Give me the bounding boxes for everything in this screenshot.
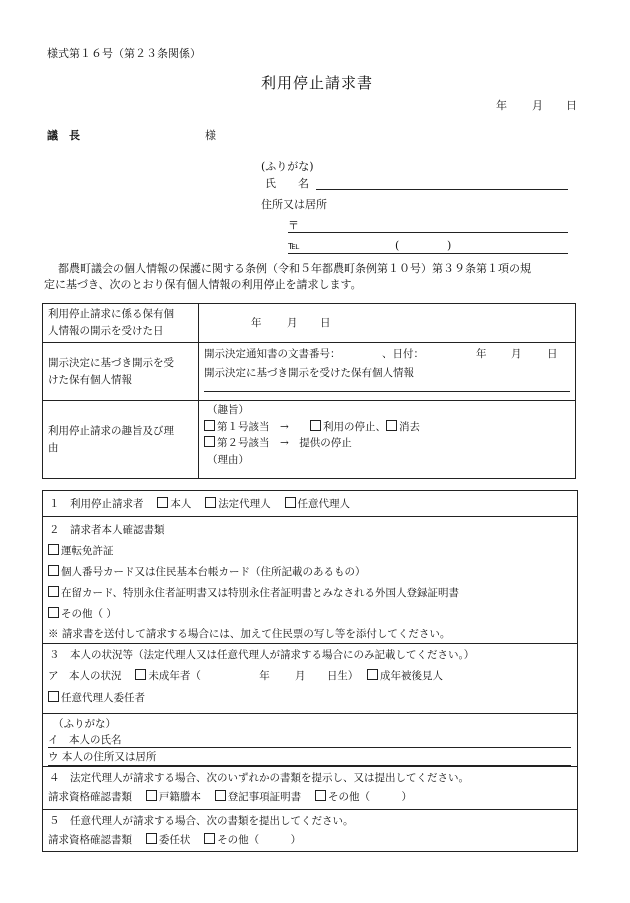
section-3-delegator: 任意代理人委任者	[43, 694, 577, 713]
checkbox[interactable]	[215, 790, 226, 801]
page-title: 利用停止請求書	[261, 74, 374, 92]
checkbox[interactable]	[48, 565, 59, 576]
checkbox[interactable]	[285, 497, 296, 508]
date-year-label: 年	[496, 99, 507, 112]
section-3-principal-identity: （ふりがな） イ 本人の氏名 ウ 本人の住所又は居所	[43, 713, 577, 766]
tel-paren-open: (	[395, 239, 400, 252]
checkbox[interactable]	[386, 420, 397, 431]
checkbox[interactable]	[48, 691, 59, 702]
checkbox[interactable]	[146, 833, 157, 844]
checkbox[interactable]	[48, 607, 59, 618]
postal-mark: 〒	[288, 219, 299, 232]
section-3-principal-status: ３ 本人の状況等（法定代理人又は任意代理人が請求する場合にのみ記載してください。） ア 本人の状況 未成年者（ 年 月 日生） 成年被後見人	[43, 643, 577, 694]
checkbox[interactable]	[146, 790, 157, 801]
checkbox[interactable]	[310, 420, 321, 431]
section-4-legal-agent-docs: ４ 法定代理人が請求する場合、次のいずれかの書類を提示し、又は提出してください。 請求資格確認書類 戸籍謄本 登記事項証明書 その他（ ）	[43, 766, 577, 809]
tel-icon: ℡	[288, 239, 300, 252]
section-5-voluntary-agent-docs: ５ 任意代理人が請求する場合、次の書類を提出してください。 請求資格確認書類 委任状 その他（ ）	[43, 809, 577, 851]
row-disclosed-info-label: 開示決定に基づき開示を受 けた保有個人情報	[43, 343, 199, 401]
checkbox[interactable]	[204, 436, 215, 447]
name-underline[interactable]	[316, 189, 568, 190]
requester-name-label: 氏 名	[265, 177, 309, 190]
addressee-recipient: 議 長	[47, 129, 80, 142]
principal-name-underline[interactable]	[48, 747, 571, 748]
document-note: ※ 請求書を送付して請求する場合には、加えて住民票の写し等を添付してください。	[48, 628, 451, 640]
requester-furigana: (ふりがな)	[261, 160, 314, 173]
intro-line-2: 定に基づき、次のとおり保有個人情報の利用停止を請求します。	[44, 278, 362, 291]
checkbox[interactable]	[135, 669, 146, 680]
row-disclosure-date-label: 利用停止請求に係る保有個 人情報の開示を受けた日	[43, 304, 199, 343]
checkbox[interactable]	[157, 497, 168, 508]
date-month-label: 月	[532, 99, 543, 112]
checkbox[interactable]	[48, 544, 59, 555]
checkbox[interactable]	[367, 669, 378, 680]
requester-address-label: 住所又は居所	[261, 198, 327, 211]
postal-underline[interactable]	[288, 232, 568, 233]
date-day-label: 日	[566, 99, 577, 112]
tel-paren-close: )	[447, 239, 452, 252]
section-1-requester-type: １ 利用停止請求者 本人 法定代理人 任意代理人	[49, 498, 351, 510]
form-number: 様式第１６号（第２３条関係）	[47, 47, 201, 60]
requester-info-table	[42, 490, 578, 852]
row-disclosure-date-value[interactable]: 年 月 日	[199, 304, 576, 343]
section-2-id-documents: ２ 請求者本人確認書類 運転免許証 個人番号カード又は住民基本台帳カード（住所記載のあるもの） 在留カード、特別永住者証明書又は特別永住者証明書とみなされる外国人登録証明書 その他（ ） ※ 請求書を送付して請求する場合には、加えて住民票の写し等を添付してください。	[43, 516, 577, 643]
checkbox[interactable]	[204, 833, 215, 844]
tel-underline[interactable]	[288, 253, 568, 254]
row-purpose-reason-label: 利用停止請求の趣旨及び理 由	[43, 401, 199, 479]
intro-line-1: 都農町議会の個人情報の保護に関する条例（令和５年都農町条例第１０号）第３９条第１項の規	[58, 262, 531, 275]
checkbox[interactable]	[315, 790, 326, 801]
row-disclosed-info-value[interactable]: 開示決定通知書の文書番号： 、日付： 年 月 日 開示決定に基づき開示を受けた保有個人情報	[199, 343, 576, 401]
checkbox[interactable]	[204, 420, 215, 431]
checkbox[interactable]	[205, 497, 216, 508]
row-purpose-reason-value[interactable]: （趣旨） 第１号該当 → 利用の停止、 消去 第２号該当 → 提供の停止 （理由）	[199, 401, 576, 479]
checkbox[interactable]	[48, 586, 59, 597]
request-details-table	[42, 303, 576, 479]
addressee-honorific: 様	[205, 129, 216, 142]
